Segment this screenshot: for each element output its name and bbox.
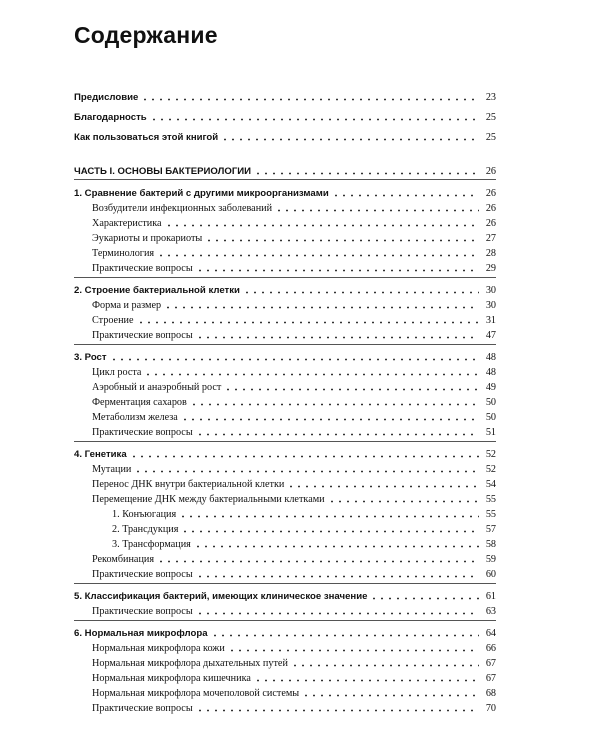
toc-page-number: 59 [485,554,496,565]
toc-entry-title: Рекомбинация [92,554,155,565]
toc-entry-title: Эукариоты и прокариоты [92,233,203,244]
toc-page-number: 67 [485,658,496,669]
toc-page-number: 30 [485,285,496,296]
dot-leader [194,545,479,548]
toc-subentry [92,492,496,506]
toc-entry-title: Предисловие [74,92,139,103]
section-divider [74,620,496,621]
toc-subentry [92,701,496,715]
dot-leader [110,358,479,361]
toc-entry-title: Метаболизм железа [92,412,178,423]
toc-subsubentry [112,537,496,551]
dot-leader [179,515,479,518]
toc-page-number: 58 [485,539,496,550]
toc-entry-title: ЧАСТЬ I. ОСНОВЫ БАКТЕРИОЛОГИИ [74,166,252,177]
dot-leader [196,269,479,272]
toc-page-number: 25 [485,132,496,143]
toc-entry-title: 4. Генетика [74,449,127,460]
dot-leader [165,224,479,227]
toc-subsubentry [112,522,496,536]
toc-entry-title: 3. Рост [74,352,107,363]
dot-leader [137,321,480,324]
toc-page-number: 64 [485,628,496,639]
dot-leader [196,336,479,339]
toc-entry-title: Практические вопросы [92,427,193,438]
toc-subentry [92,201,496,215]
toc-entry-title: Мутации [92,464,132,475]
toc-page-number: 55 [485,494,496,505]
dot-leader [287,485,479,488]
toc-page-number: 67 [485,673,496,684]
toc-subentry [92,671,496,685]
toc-subentry [92,231,496,245]
toc-page-number: 61 [485,591,496,602]
toc-entry-acknowledgements [74,110,496,124]
toc-page-number: 60 [485,569,496,580]
toc-entry-title: Строение [92,315,134,326]
dot-leader [157,560,479,563]
dot-leader [302,694,479,697]
toc-page-number: 26 [485,218,496,229]
toc-page-number: 26 [485,166,496,177]
toc-page-number: 57 [485,524,496,535]
toc-page-number: 29 [485,263,496,274]
toc-page-number: 52 [485,449,496,460]
section-divider [74,583,496,584]
dot-leader [130,455,479,458]
toc-entry-title: Практические вопросы [92,263,193,274]
toc-subentry [92,477,496,491]
dot-leader [291,664,479,667]
toc-page-number: 31 [485,315,496,326]
dot-leader [196,709,479,712]
section-divider [74,277,496,278]
dot-leader [211,634,479,637]
toc-chapter [74,186,496,200]
toc-page-number: 68 [485,688,496,699]
dot-leader [254,679,479,682]
section-divider [74,179,496,180]
toc-entry-title: 5. Классификация бактерий, имеющих клиническое значение [74,591,368,602]
toc-entry-title: 1. Конъюгация [112,509,177,520]
toc-entry-title: Практические вопросы [92,606,193,617]
dot-leader [254,172,479,175]
toc-page-number: 28 [485,248,496,259]
toc-subentry [92,462,496,476]
toc-entry-title: Перемещение ДНК между бактериальными клетками [92,494,325,505]
toc-entry-title: Нормальная микрофлора кишечника [92,673,251,684]
toc-entry-title: Перенос ДНК внутри бактериальной клетки [92,479,285,490]
dot-leader [196,433,479,436]
toc-entry-title: Нормальная микрофлора дыхательных путей [92,658,288,669]
toc-entry-title: 1. Сравнение бактерий с другими микроорганизмами [74,188,329,199]
dot-leader [224,388,479,391]
dot-leader [150,118,479,121]
toc-chapter [74,626,496,640]
toc-entry-title: Терминология [92,248,155,259]
toc-page-number: 50 [485,412,496,423]
toc-subentry [92,328,496,342]
toc-entry-title: Нормальная микрофлора кожи [92,643,225,654]
toc-subentry [92,425,496,439]
toc-entry-preface [74,90,496,104]
dot-leader [205,239,479,242]
toc-subentry [92,567,496,581]
toc-page-number: 54 [485,479,496,490]
toc-subentry [92,313,496,327]
toc-chapter [74,447,496,461]
dot-leader [328,500,479,503]
toc-subentry [92,641,496,655]
toc-page-number: 27 [485,233,496,244]
section-divider [74,441,496,442]
toc-subentry [92,261,496,275]
toc-subentry [92,686,496,700]
toc-entry-title: 6. Нормальная микрофлора [74,628,208,639]
toc-page-number: 55 [485,509,496,520]
toc-entry-title: Практические вопросы [92,330,193,341]
toc-page-number: 51 [485,427,496,438]
dot-leader [134,470,479,473]
toc-entry-how-to-use [74,130,496,144]
toc-entry-title: Форма и размер [92,300,162,311]
toc-page-number: 50 [485,397,496,408]
toc-entry-title: Как пользоваться этой книгой [74,132,219,143]
toc-subentry [92,216,496,230]
dot-leader [275,209,479,212]
toc-entry-title: Практические вопросы [92,703,193,714]
toc-page-number: 23 [485,92,496,103]
dot-leader [141,98,479,101]
toc-entry-title: Цикл роста [92,367,142,378]
dot-leader [164,306,479,309]
toc-subentry [92,246,496,260]
toc-page-number: 26 [485,188,496,199]
toc-page-number: 30 [485,300,496,311]
toc-page-number: 48 [485,367,496,378]
toc-subentry [92,604,496,618]
section-divider [74,344,496,345]
toc-part-heading [74,164,496,178]
toc-page-number: 26 [485,203,496,214]
toc-entry-title: Нормальная микрофлора мочеполовой системы [92,688,300,699]
toc-subsubentry [112,507,496,521]
dot-leader [332,194,479,197]
toc-entry-title: Характеристика [92,218,162,229]
toc-entry-title: Аэробный и анаэробный рост [92,382,222,393]
toc-page-number: 70 [485,703,496,714]
toc-entry-title: 3. Трансформация [112,539,191,550]
toc-entry-title: Ферментация сахаров [92,397,187,408]
toc-subentry [92,395,496,409]
toc-chapter [74,589,496,603]
dot-leader [196,612,479,615]
toc-subentry [92,410,496,424]
toc-chapter [74,283,496,297]
toc-page-number: 66 [485,643,496,654]
toc-entry-title: Возбудители инфекционных заболеваний [92,203,273,214]
toc-entry-title: 2. Строение бактериальной клетки [74,285,240,296]
dot-leader [196,575,479,578]
toc-subentry [92,298,496,312]
toc-subentry [92,380,496,394]
toc-page-number: 48 [485,352,496,363]
toc-subentry [92,656,496,670]
dot-leader [243,291,479,294]
toc-page-number: 49 [485,382,496,393]
dot-leader [228,649,479,652]
toc-page-number: 47 [485,330,496,341]
dot-leader [181,530,479,533]
dot-leader [370,597,479,600]
page-title: Содержание [74,22,218,48]
dot-leader [221,138,479,141]
dot-leader [144,373,479,376]
toc-page-number: 25 [485,112,496,123]
dot-leader [181,418,479,421]
dot-leader [157,254,479,257]
dot-leader [190,403,479,406]
toc-chapter [74,350,496,364]
toc-subentry [92,365,496,379]
toc-entry-title: 2. Трансдукция [112,524,179,535]
toc-entry-title: Благодарность [74,112,147,123]
toc-page-number: 63 [485,606,496,617]
toc-subentry [92,552,496,566]
toc-page-number: 52 [485,464,496,475]
toc-entry-title: Практические вопросы [92,569,193,580]
